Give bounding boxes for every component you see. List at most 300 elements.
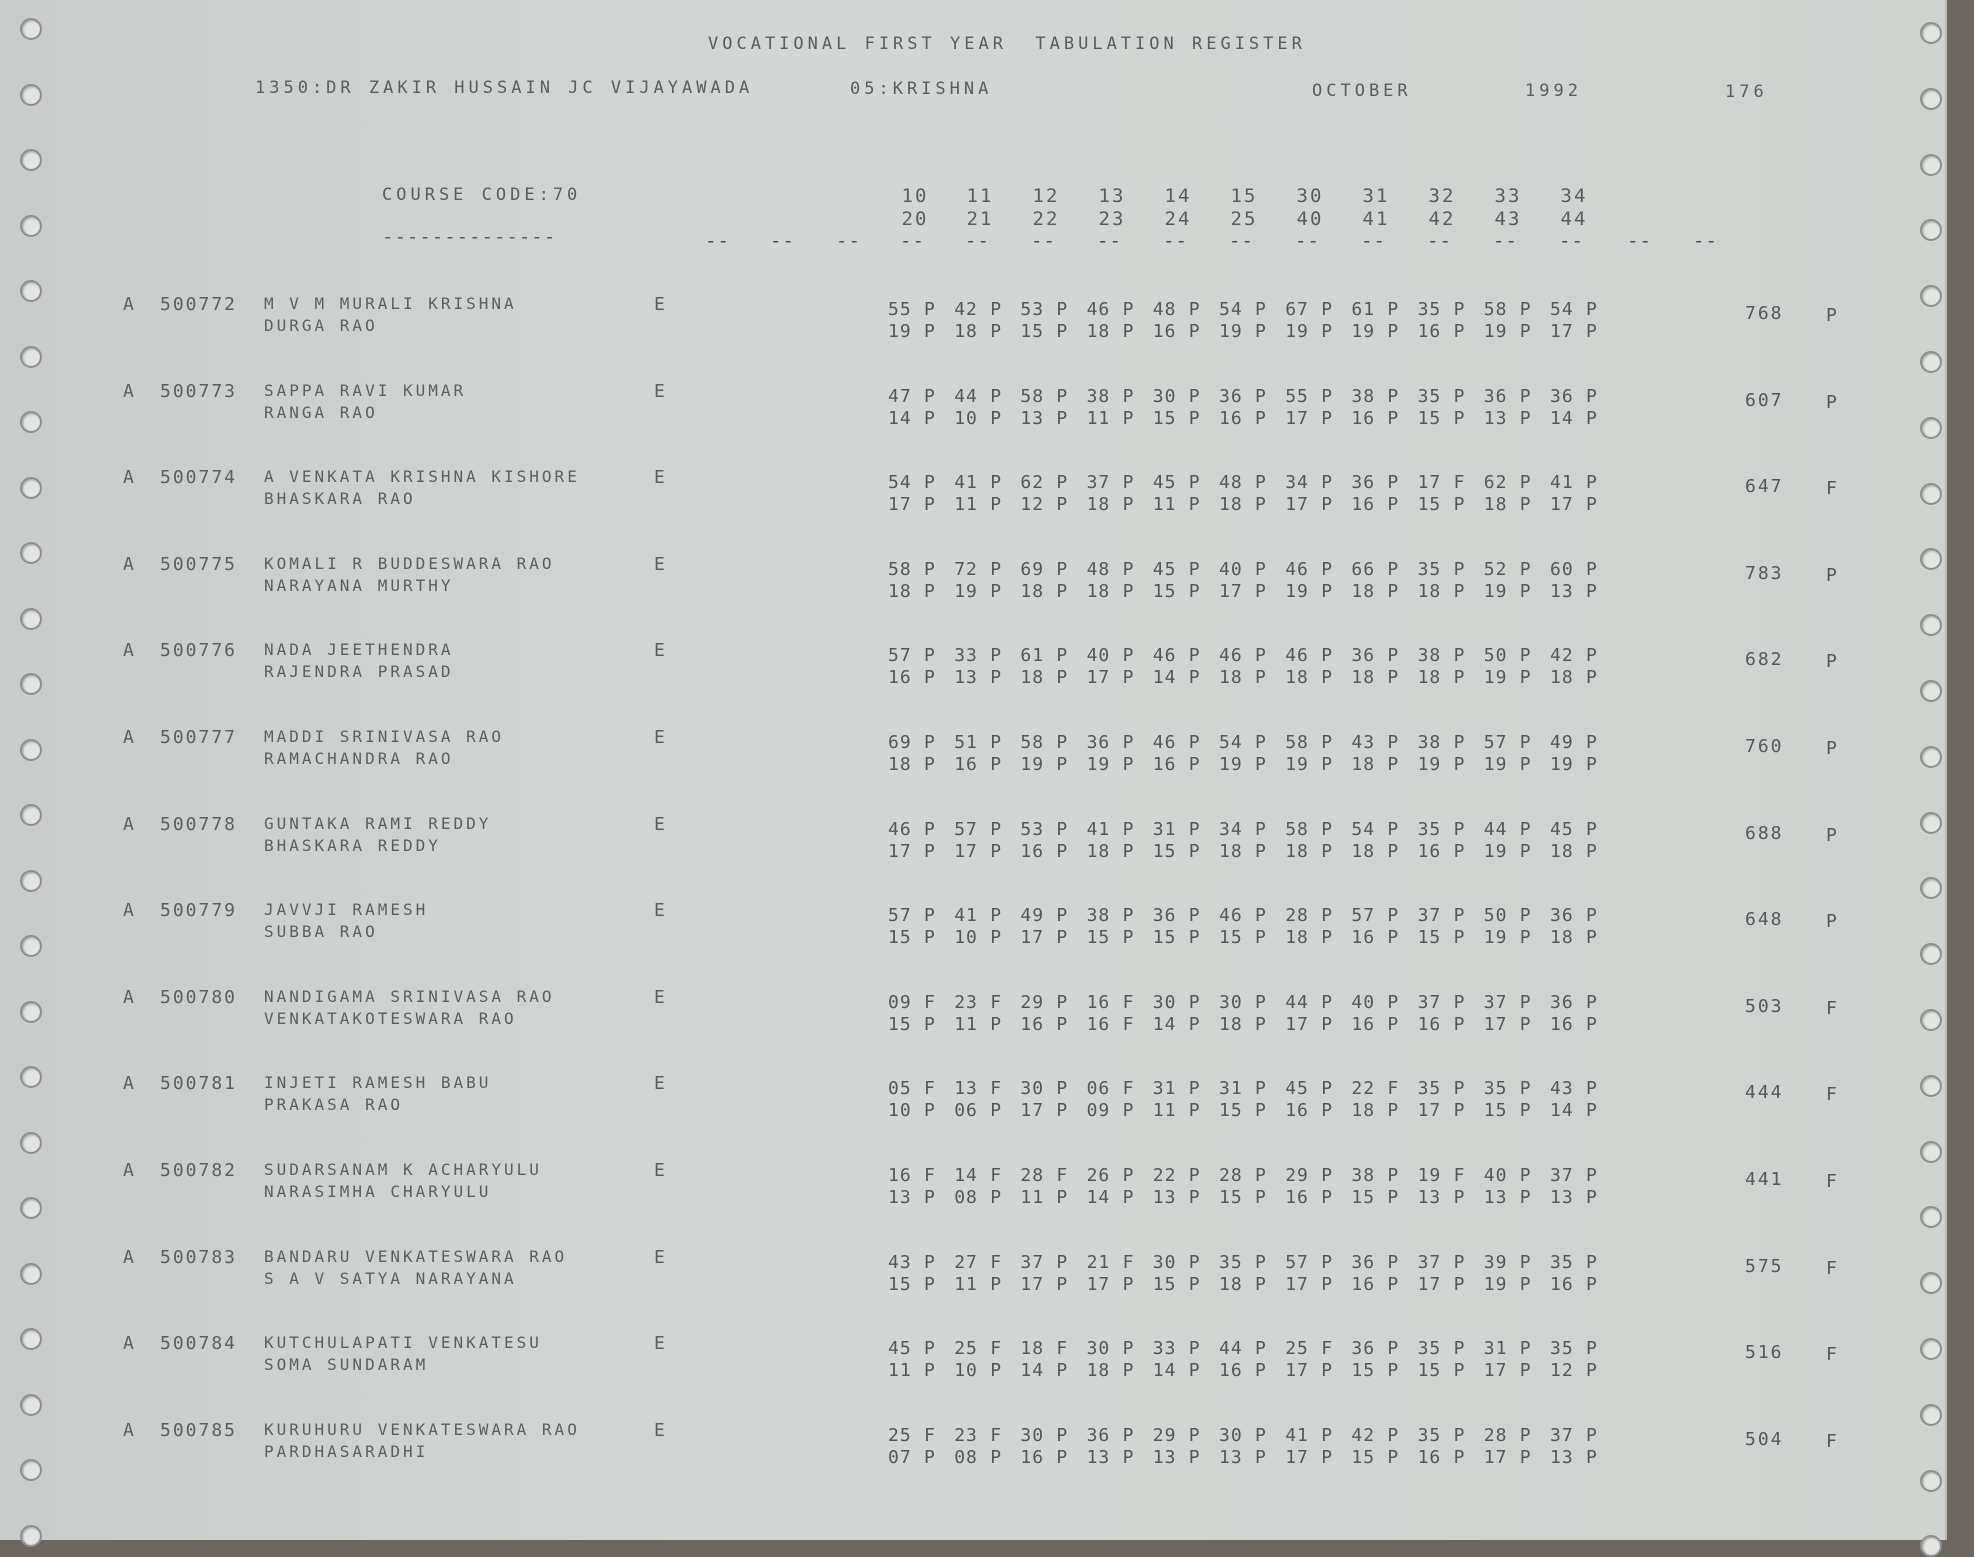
category-code: A — [123, 294, 134, 315]
mark-status: P — [1387, 1165, 1400, 1186]
mark-value: 16 — [1417, 840, 1442, 862]
mark-value: 16 — [1219, 407, 1243, 429]
mark-status: P — [1255, 754, 1267, 775]
mark-status: P — [924, 407, 936, 429]
mark-status: P — [924, 580, 936, 602]
mark-status: P — [1453, 299, 1466, 320]
right-sprocket-holes — [1920, 0, 1960, 1540]
father-name: RANGA RAO — [264, 402, 378, 422]
mark-value: 18 — [1219, 1013, 1243, 1035]
roll-number: 500779 — [160, 900, 238, 922]
mark-status: P — [1519, 818, 1532, 840]
mark-status: P — [1453, 1338, 1466, 1360]
result-status: F — [1826, 1344, 1838, 1366]
total-marks: 516 — [1745, 1342, 1784, 1364]
mark-status: P — [1255, 1078, 1267, 1100]
mark-value: 17 — [1285, 1013, 1309, 1035]
mark-status: P — [1056, 1251, 1069, 1273]
sprocket-hole — [1920, 1141, 1942, 1163]
mark-status: P — [1188, 1273, 1201, 1295]
column-code-top: 10 — [901, 185, 929, 207]
mark-status: F — [924, 1078, 936, 1100]
mark-value: 16 — [888, 667, 912, 689]
mark-value: 30 — [1086, 1338, 1111, 1360]
mark-status: P — [1453, 1446, 1466, 1468]
mark-value: 38 — [1351, 1165, 1376, 1186]
mark-value: 58 — [1285, 818, 1309, 840]
mark-status: P — [1122, 580, 1135, 602]
mark-value: 15 — [888, 1013, 912, 1035]
mark-value: 06 — [1086, 1078, 1111, 1100]
mark-value: 19 — [1351, 321, 1376, 342]
column-code-top: 30 — [1296, 185, 1324, 207]
total-marks: 648 — [1745, 909, 1784, 931]
column-code-top: 15 — [1230, 185, 1258, 207]
mark-value: 39 — [1483, 1251, 1508, 1273]
category-code: A — [123, 640, 134, 662]
mark-status: P — [1387, 905, 1400, 927]
mark-status: P — [1188, 580, 1201, 602]
mark-status: P — [1321, 732, 1334, 753]
mark-value: 41 — [954, 472, 978, 494]
mark-value: 14 — [1152, 1013, 1177, 1035]
mark-status: P — [1056, 299, 1069, 320]
mark-status: F — [990, 1424, 1003, 1446]
mark-status: P — [1387, 732, 1400, 753]
father-name: BHASKARA REDDY — [264, 835, 441, 855]
mark-status: P — [1387, 1013, 1400, 1035]
mark-value: 31 — [1483, 1338, 1508, 1360]
mark-value: 36 — [1550, 991, 1574, 1013]
mark-value: 18 — [1219, 1273, 1243, 1295]
mark-value: 42 — [1351, 1424, 1376, 1446]
mark-status: P — [1519, 1165, 1532, 1186]
mark-status: P — [1586, 1338, 1598, 1360]
father-name: VENKATAKOTESWARA RAO — [264, 1008, 517, 1028]
mark-value: 18 — [1219, 667, 1243, 689]
mark-status: P — [990, 905, 1003, 927]
mark-status: P — [1056, 1446, 1069, 1468]
mark-status: P — [1255, 840, 1267, 862]
mark-status: P — [1453, 818, 1466, 840]
mark-value: 34 — [1285, 472, 1309, 494]
mark-status: P — [924, 732, 936, 753]
sprocket-hole — [20, 1263, 42, 1285]
mark-value: 18 — [1285, 927, 1309, 949]
mark-value: 53 — [1020, 299, 1045, 320]
mark-value: 30 — [1152, 385, 1177, 407]
mark-status: P — [1453, 1424, 1466, 1446]
student-name: INJETI RAMESH BABU — [264, 1073, 492, 1093]
mark-value: 13 — [1152, 1187, 1177, 1208]
result-status: P — [1826, 651, 1838, 673]
column-code-top: 14 — [1164, 185, 1192, 207]
mark-value: 41 — [1086, 818, 1111, 840]
mark-value: 15 — [888, 1273, 912, 1295]
mark-value: 17 — [1417, 1273, 1442, 1295]
medium-code: E — [654, 1246, 665, 1268]
column-code-top: 33 — [1494, 185, 1522, 207]
column-code-top: 32 — [1428, 185, 1456, 207]
sprocket-hole — [1920, 483, 1942, 505]
mark-value: 15 — [1219, 927, 1243, 949]
mark-status: P — [1586, 818, 1598, 840]
father-name: SOMA SUNDARAM — [264, 1355, 429, 1375]
mark-value: 16 — [1219, 1360, 1243, 1382]
exam-month: OCTOBER — [1312, 81, 1412, 101]
mark-status: P — [1519, 732, 1532, 753]
mark-status: P — [990, 299, 1003, 320]
mark-status: P — [1122, 1165, 1135, 1186]
mark-value: 18 — [1483, 494, 1508, 516]
mark-value: 50 — [1483, 905, 1508, 927]
mark-value: 16 — [1417, 1013, 1442, 1035]
sprocket-hole — [1920, 746, 1942, 768]
mark-value: 30 — [1020, 1424, 1045, 1446]
mark-value: 46 — [1219, 645, 1243, 667]
mark-status: F — [1122, 1251, 1135, 1273]
mark-value: 16 — [1285, 1187, 1309, 1208]
sprocket-hole — [20, 280, 42, 302]
mark-status: P — [1255, 407, 1267, 429]
mark-value: 11 — [954, 1013, 978, 1035]
mark-value: 57 — [888, 645, 912, 667]
column-code-bottom: 20 — [901, 208, 929, 230]
mark-status: P — [1586, 754, 1598, 775]
sprocket-hole — [20, 608, 42, 630]
mark-status: P — [1255, 1360, 1267, 1382]
mark-status: P — [990, 754, 1003, 775]
mark-status: P — [1586, 667, 1598, 689]
sprocket-hole — [20, 1132, 42, 1154]
mark-status: P — [1056, 1078, 1069, 1100]
student-name: SUDARSANAM K ACHARYULU — [264, 1160, 542, 1179]
mark-status: P — [1122, 1187, 1135, 1208]
mark-status: P — [1255, 645, 1267, 667]
mark-value: 41 — [954, 905, 978, 927]
mark-status: P — [1586, 991, 1598, 1013]
mark-value: 23 — [954, 1424, 978, 1446]
mark-status: P — [990, 407, 1003, 429]
mark-value: 18 — [1285, 667, 1309, 689]
mark-value: 27 — [954, 1251, 978, 1273]
column-separator: -- — [1361, 230, 1386, 252]
mark-value: 30 — [1152, 1251, 1177, 1273]
mark-status: P — [1188, 1165, 1201, 1186]
sprocket-hole — [1920, 877, 1942, 899]
mark-status: P — [1188, 1446, 1201, 1468]
student-name: A VENKATA KRISHNA KISHORE — [264, 467, 580, 487]
mark-value: 37 — [1483, 991, 1508, 1013]
mark-status: P — [1321, 385, 1334, 407]
mark-value: 15 — [1219, 1100, 1243, 1122]
category-code: A — [123, 1073, 134, 1095]
sprocket-hole — [20, 215, 42, 237]
mark-value: 13 — [1152, 1446, 1177, 1468]
category-code: A — [123, 1419, 134, 1441]
mark-value: 15 — [888, 927, 912, 949]
mark-value: 10 — [954, 407, 978, 429]
mark-status: P — [1122, 558, 1135, 580]
mark-value: 18 — [1351, 667, 1376, 689]
mark-status: P — [1453, 1187, 1466, 1208]
roll-number: 500782 — [160, 1160, 238, 1181]
mark-value: 69 — [1020, 558, 1045, 580]
mark-status: P — [1586, 927, 1598, 949]
mark-status: P — [1321, 407, 1334, 429]
mark-status: P — [924, 1338, 936, 1360]
medium-code: E — [654, 986, 665, 1008]
mark-status: P — [990, 472, 1003, 494]
column-code-bottom: 24 — [1164, 208, 1192, 230]
mark-value: 17 — [1417, 1100, 1442, 1122]
mark-value: 25 — [954, 1338, 978, 1360]
sprocket-hole — [1920, 943, 1942, 965]
column-separator: -- — [965, 230, 990, 252]
mark-status: P — [1519, 321, 1532, 342]
mark-status: P — [1122, 1424, 1135, 1446]
total-marks: 768 — [1745, 303, 1784, 324]
mark-status: P — [1056, 1360, 1069, 1382]
mark-value: 16 — [1285, 1100, 1309, 1122]
mark-value: 18 — [1219, 840, 1243, 862]
mark-value: 43 — [1351, 732, 1376, 753]
mark-value: 36 — [1483, 385, 1508, 407]
mark-value: 37 — [1550, 1165, 1574, 1186]
mark-value: 50 — [1483, 645, 1508, 667]
mark-value: 17 — [1285, 1273, 1309, 1295]
sprocket-hole — [1920, 1009, 1942, 1031]
mark-status: P — [1387, 818, 1400, 840]
mark-status: P — [1255, 385, 1267, 407]
mark-status: P — [1453, 754, 1466, 775]
mark-status: P — [1387, 991, 1400, 1013]
mark-status: P — [1453, 732, 1466, 753]
student-name: KOMALI R BUDDESWARA RAO — [264, 553, 555, 573]
mark-value: 25 — [888, 1424, 912, 1446]
father-name: RAMACHANDRA RAO — [264, 749, 454, 768]
mark-value: 16 — [1020, 1013, 1045, 1035]
result-status: P — [1826, 911, 1838, 933]
mark-value: 51 — [954, 732, 978, 753]
mark-value: 15 — [1020, 321, 1045, 342]
mark-value: 22 — [1152, 1165, 1177, 1186]
mark-value: 38 — [1086, 905, 1111, 927]
mark-value: 35 — [1483, 1078, 1508, 1100]
mark-status: P — [1188, 407, 1201, 429]
mark-value: 29 — [1020, 991, 1045, 1013]
mark-value: 17 — [1550, 494, 1574, 516]
mark-value: 14 — [1550, 1100, 1574, 1122]
mark-value: 58 — [1020, 732, 1045, 753]
mark-value: 15 — [1152, 927, 1177, 949]
mark-value: 30 — [1219, 991, 1243, 1013]
mark-value: 35 — [1417, 1424, 1442, 1446]
mark-value: 44 — [1483, 818, 1508, 840]
result-status: F — [1826, 1084, 1838, 1106]
mark-value: 18 — [1086, 840, 1111, 862]
mark-value: 13 — [1086, 1446, 1111, 1468]
mark-value: 15 — [1417, 407, 1442, 429]
mark-value: 54 — [888, 472, 912, 494]
mark-value: 30 — [1219, 1424, 1243, 1446]
mark-value: 17 — [1285, 1446, 1309, 1468]
mark-status: P — [1321, 1273, 1334, 1295]
total-marks: 688 — [1745, 822, 1784, 844]
mark-value: 57 — [1285, 1251, 1309, 1273]
mark-status: P — [1387, 667, 1400, 689]
mark-value: 16 — [1152, 754, 1177, 775]
mark-status: P — [1586, 1187, 1598, 1208]
mark-status: P — [1519, 494, 1532, 516]
mark-status: F — [1122, 1013, 1135, 1035]
column-separator: -- — [1163, 230, 1188, 252]
mark-value: 15 — [1152, 580, 1177, 602]
mark-status: P — [1586, 732, 1598, 753]
total-marks: 575 — [1745, 1255, 1784, 1277]
mark-status: P — [990, 558, 1003, 580]
mark-value: 57 — [1483, 732, 1508, 753]
mark-value: 37 — [1086, 472, 1111, 494]
student-name: M V M MURALI KRISHNA — [264, 294, 517, 313]
mark-status: P — [1188, 494, 1201, 516]
mark-status: P — [1321, 991, 1334, 1013]
mark-value: 61 — [1351, 299, 1376, 320]
mark-status: P — [924, 472, 936, 494]
mark-status: P — [1586, 1446, 1598, 1468]
mark-value: 17 — [1086, 667, 1111, 689]
mark-value: 62 — [1483, 472, 1508, 494]
mark-status: P — [1387, 580, 1400, 602]
mark-status: P — [1321, 667, 1334, 689]
mark-status: P — [1519, 667, 1532, 689]
medium-code: E — [654, 900, 665, 922]
mark-status: P — [1056, 1013, 1069, 1035]
mark-value: 35 — [1417, 385, 1442, 407]
mark-value: 49 — [1550, 732, 1574, 753]
sprocket-hole — [1920, 1404, 1942, 1426]
mark-status: P — [1586, 407, 1598, 429]
mark-status: P — [1387, 1251, 1400, 1273]
mark-value: 19 — [1219, 321, 1243, 342]
mark-status: P — [924, 754, 936, 775]
mark-status: P — [1122, 407, 1135, 429]
mark-status: P — [924, 321, 936, 342]
column-code-top: 12 — [1032, 185, 1060, 207]
mark-status: P — [1586, 580, 1598, 602]
mark-status: P — [1586, 494, 1598, 516]
mark-value: 33 — [954, 645, 978, 667]
mark-status: P — [1056, 1100, 1069, 1122]
mark-value: 49 — [1020, 905, 1045, 927]
mark-value: 19 — [1086, 754, 1111, 775]
mark-value: 18 — [1285, 840, 1309, 862]
mark-status: P — [924, 558, 936, 580]
roll-number: 500772 — [160, 294, 238, 315]
mark-status: P — [1122, 321, 1135, 342]
mark-value: 45 — [1285, 1078, 1309, 1100]
sprocket-hole — [1920, 417, 1942, 439]
mark-status: P — [1056, 472, 1069, 494]
mark-value: 72 — [954, 558, 978, 580]
mark-value: 15 — [1351, 1187, 1376, 1208]
sprocket-hole — [20, 1394, 42, 1416]
mark-status: P — [1321, 905, 1334, 927]
mark-value: 11 — [1152, 1100, 1177, 1122]
mark-value: 36 — [1152, 905, 1177, 927]
mark-status: P — [1056, 905, 1069, 927]
mark-value: 14 — [1020, 1360, 1045, 1382]
mark-value: 36 — [1550, 905, 1574, 927]
column-separator: -- — [705, 230, 730, 252]
mark-value: 46 — [1152, 732, 1177, 753]
total-marks: 441 — [1745, 1169, 1784, 1190]
mark-value: 40 — [1483, 1165, 1508, 1186]
mark-value: 48 — [1086, 558, 1111, 580]
mark-status: P — [1122, 1273, 1135, 1295]
mark-status: P — [1122, 1100, 1135, 1122]
mark-status: P — [1387, 472, 1400, 494]
mark-status: F — [924, 991, 936, 1013]
mark-value: 15 — [1351, 1446, 1376, 1468]
column-separator: -- — [1097, 230, 1122, 252]
mark-value: 17 — [1285, 494, 1309, 516]
mark-value: 17 — [1483, 1360, 1508, 1382]
mark-value: 36 — [1351, 645, 1376, 667]
result-status: P — [1826, 738, 1838, 759]
mark-value: 10 — [954, 1360, 978, 1382]
mark-status: P — [1453, 494, 1466, 516]
mark-status: F — [1056, 1165, 1069, 1186]
mark-status: P — [1519, 1446, 1532, 1468]
column-separator: -- — [1031, 230, 1056, 252]
mark-status: P — [1188, 1360, 1201, 1382]
column-code-bottom: 23 — [1098, 208, 1126, 230]
sprocket-hole — [20, 1197, 42, 1219]
mark-status: P — [1519, 754, 1532, 775]
mark-status: P — [1056, 754, 1069, 775]
mark-status: P — [1519, 1078, 1532, 1100]
mark-value: 16 — [954, 754, 978, 775]
mark-value: 30 — [1152, 991, 1177, 1013]
mark-status: P — [1321, 321, 1334, 342]
mark-value: 54 — [1351, 818, 1376, 840]
mark-status: P — [1387, 407, 1400, 429]
mark-status: P — [990, 818, 1003, 840]
mark-status: P — [1255, 1446, 1267, 1468]
mark-value: 19 — [888, 321, 912, 342]
mark-value: 44 — [1219, 1338, 1243, 1360]
mark-status: P — [1188, 385, 1201, 407]
mark-value: 41 — [1285, 1424, 1309, 1446]
sprocket-hole — [1920, 1272, 1942, 1294]
left-sprocket-holes — [20, 0, 60, 1540]
course-code: COURSE CODE:70 — [382, 185, 582, 205]
mark-status: P — [990, 645, 1003, 667]
roll-number: 500773 — [160, 380, 238, 402]
mark-value: 19 — [1483, 840, 1508, 862]
mark-value: 18 — [1020, 1338, 1045, 1360]
mark-status: P — [1188, 818, 1201, 840]
mark-status: P — [1188, 472, 1201, 494]
mark-value: 19 — [1285, 580, 1309, 602]
mark-status: P — [1122, 667, 1135, 689]
mark-status: P — [1122, 494, 1135, 516]
mark-value: 18 — [1351, 1100, 1376, 1122]
mark-value: 19 — [1285, 321, 1309, 342]
mark-status: P — [1188, 905, 1201, 927]
mark-value: 19 — [954, 580, 978, 602]
